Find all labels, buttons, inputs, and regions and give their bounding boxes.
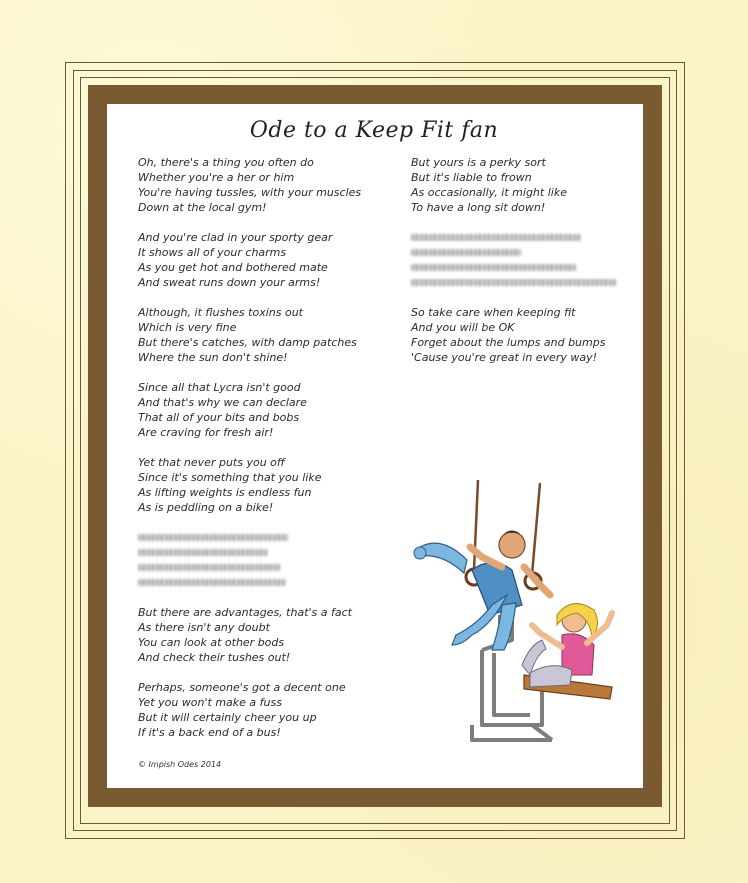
stanza bbox=[138, 455, 388, 515]
poem-line: And you will be OK bbox=[411, 321, 515, 334]
poem-line: It shows all of your charms bbox=[138, 246, 287, 259]
poem-line: That all of your bits and bobs bbox=[138, 411, 300, 424]
poem-line: 'Cause you're great in every way! bbox=[411, 351, 598, 364]
poem-line: Which is very fine bbox=[138, 321, 237, 334]
blurred-line bbox=[411, 260, 631, 275]
poem-line: But there are advantages, that's a fact bbox=[138, 606, 352, 619]
blurred-line bbox=[138, 530, 388, 545]
poem-line: To have a long sit down! bbox=[411, 201, 546, 214]
poem-line: But it's liable to frown bbox=[411, 171, 532, 184]
stanza bbox=[138, 380, 388, 440]
poem-line: As you get hot and bothered mate bbox=[138, 261, 328, 274]
stanza bbox=[138, 605, 388, 665]
poem-line: Since it's something that you like bbox=[138, 471, 322, 484]
stanza bbox=[138, 230, 388, 290]
stanza bbox=[411, 305, 631, 365]
left-column bbox=[138, 155, 388, 740]
blurred-line bbox=[411, 230, 631, 245]
poem-line: Oh, there's a thing you often do bbox=[138, 156, 314, 169]
poem-line: So take care when keeping fit bbox=[411, 306, 576, 319]
poem-line: And sweat runs down your arms! bbox=[138, 276, 321, 289]
poem-line: You're having tussles, with your muscles bbox=[138, 186, 362, 199]
poem-line: Yet you won't make a fuss bbox=[138, 696, 282, 709]
poem-line: Are craving for fresh air! bbox=[138, 426, 274, 439]
blurred-line bbox=[411, 275, 631, 290]
poem-line: If it's a back end of a bus! bbox=[138, 726, 281, 739]
poem-line: But yours is a perky sort bbox=[411, 156, 546, 169]
poem-line: As lifting weights is endless fun bbox=[138, 486, 312, 499]
poem-line: As there isn't any doubt bbox=[138, 621, 270, 634]
poem-line: As is peddling on a bike! bbox=[138, 501, 274, 514]
poem-line: Perhaps, someone's got a decent one bbox=[138, 681, 346, 694]
stanza bbox=[138, 680, 388, 740]
poem-line: You can look at other bods bbox=[138, 636, 285, 649]
blurred-line bbox=[411, 245, 631, 260]
poem-line: And check their tushes out! bbox=[138, 651, 291, 664]
poem-line: But it will certainly cheer you up bbox=[138, 711, 317, 724]
obscured-stanza bbox=[411, 230, 631, 290]
poem-line: Yet that never puts you off bbox=[138, 456, 285, 469]
stanza bbox=[138, 155, 388, 215]
blurred-line bbox=[138, 560, 388, 575]
gym-illustration bbox=[412, 475, 622, 750]
poem-line: But there's catches, with damp patches bbox=[138, 336, 357, 349]
right-column bbox=[411, 155, 631, 365]
copyright-text: © Impish Odes 2014 bbox=[138, 760, 222, 769]
poem-line: Where the sun don't shine! bbox=[138, 351, 288, 364]
poem-line: Forget about the lumps and bumps bbox=[411, 336, 606, 349]
poem-title: Ode to a Keep Fit fan bbox=[249, 118, 499, 143]
blurred-line bbox=[138, 545, 388, 560]
poem-line: Although, it flushes toxins out bbox=[138, 306, 303, 319]
poem-line: And that's why we can declare bbox=[138, 396, 307, 409]
stanza bbox=[411, 155, 631, 215]
poem-line: And you're clad in your sporty gear bbox=[138, 231, 333, 244]
poem-line: As occasionally, it might like bbox=[411, 186, 567, 199]
blurred-line bbox=[138, 575, 388, 590]
poem-line: Since all that Lycra isn't good bbox=[138, 381, 301, 394]
poem-line: Down at the local gym! bbox=[138, 201, 267, 214]
obscured-stanza bbox=[138, 530, 388, 590]
stanza bbox=[138, 305, 388, 365]
poem-line: Whether you're a her or him bbox=[138, 171, 295, 184]
